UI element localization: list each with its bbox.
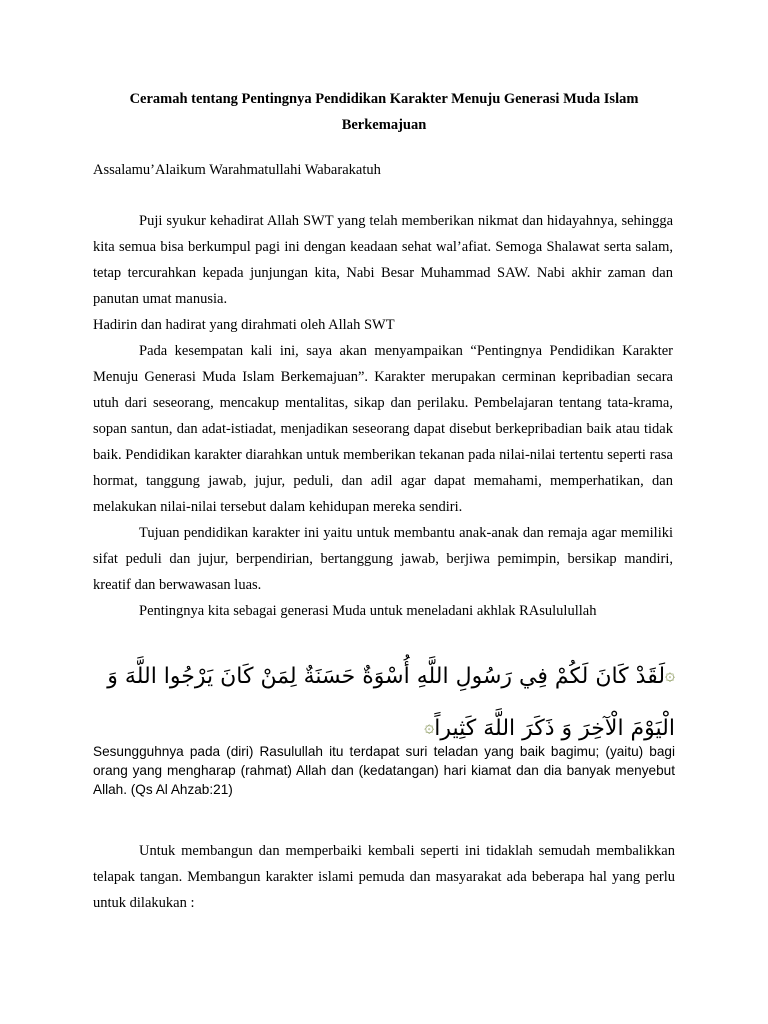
closing-section [93,838,675,916]
quran-bracket-icon: ۞ [424,717,435,737]
emulation-paragraph: Pentingnya kita sebagai generasi Muda untuk meneladani akhlak RAsululullah [139,603,597,619]
document-title: Ceramah tentang Pentingnya Pendidikan Karakter Menuju Generasi Muda Islam Berkemajuan [129,91,639,133]
arabic-verse [93,650,675,754]
greeting-text: Assalamu’Alaikum Warahmatullahi Wabarakatuh [93,162,381,178]
verse-translation: Sesungguhnya pada (diri) Rasulullah itu terdapat suri teladan yang baik bagimu; (yaitu) bagi orang yang mengharap (rahmat) Allah dan (kedatangan) hari kiamat dan dia banyak menyebut Allah. (Qs Al Ahzab:21) [93,744,675,797]
closing-paragraph: Untuk membangun dan memperbaiki kembali seperti ini tidaklah semudah membalikkan telapak tangan. Membangun karakter islami pemuda dan masyarakat ada beberapa hal yang perlu untuk dilakukan : [93,843,675,911]
quran-bracket-icon: ۞ [665,665,675,685]
document-body [93,208,673,624]
topic-paragraph: Pada kesempatan kali ini, saya akan menyampaikan “Pentingnya Pendidikan Karakter Menuju Generasi Muda Islam Berkemajuan”. Karakter merupakan cerminan kepribadian secara utuh dari seseorang, mencakup mentalitas, sikap dan perilaku. Pembelajaran tentang tata-krama, sopan santun, dan adat-istiadat, menjadikan seseorang dapat disebut berkepribadian baik atau tidak baik. Pendidikan karakter diarahkan untuk memberikan tekanan pada nilai-nilai tertentu seperti rasa hormat, tanggung jawab, jujur, peduli, dan adil agar dapat memahami, memperhatikan, dan melakukan nilai-nilai tersebut dalam kehidupan mereka sendiri. [93,343,673,515]
audience-address: Hadirin dan hadirat yang dirahmati oleh Allah SWT [93,317,395,333]
opening-paragraph: Puji syukur kehadirat Allah SWT yang telah memberikan nikmat dan hidayahnya, sehingga kita semua bisa berkumpul pagi ini dengan keadaan sehat wal’afiat. Semoga Shalawat serta salam, tetap tercurahkan kepada junjungan kita, Nabi Besar Muhammad SAW. Nabi akhir zaman dan panutan umat manusia. [93,213,673,307]
arabic-verse-text: لَقَدْ كَانَ لَكُمْ فِي رَسُولِ اللَّهِ أُسْوَةٌ حَسَنَةٌ لِمَنْ كَانَ يَرْجُوا اللَّهَ وَ الْيَوْمَ الْآخِرَ وَ ذَكَرَ اللَّهَ كَثِيراً [107,664,675,741]
purpose-paragraph: Tujuan pendidikan karakter ini yaitu untuk membantu anak-anak dan remaja agar memiliki sifat peduli dan jujur, berpendirian, bertanggung jawab, berjiwa pemimpin, bersikap mandiri, kreatif dan berwawasan luas. [93,525,673,593]
